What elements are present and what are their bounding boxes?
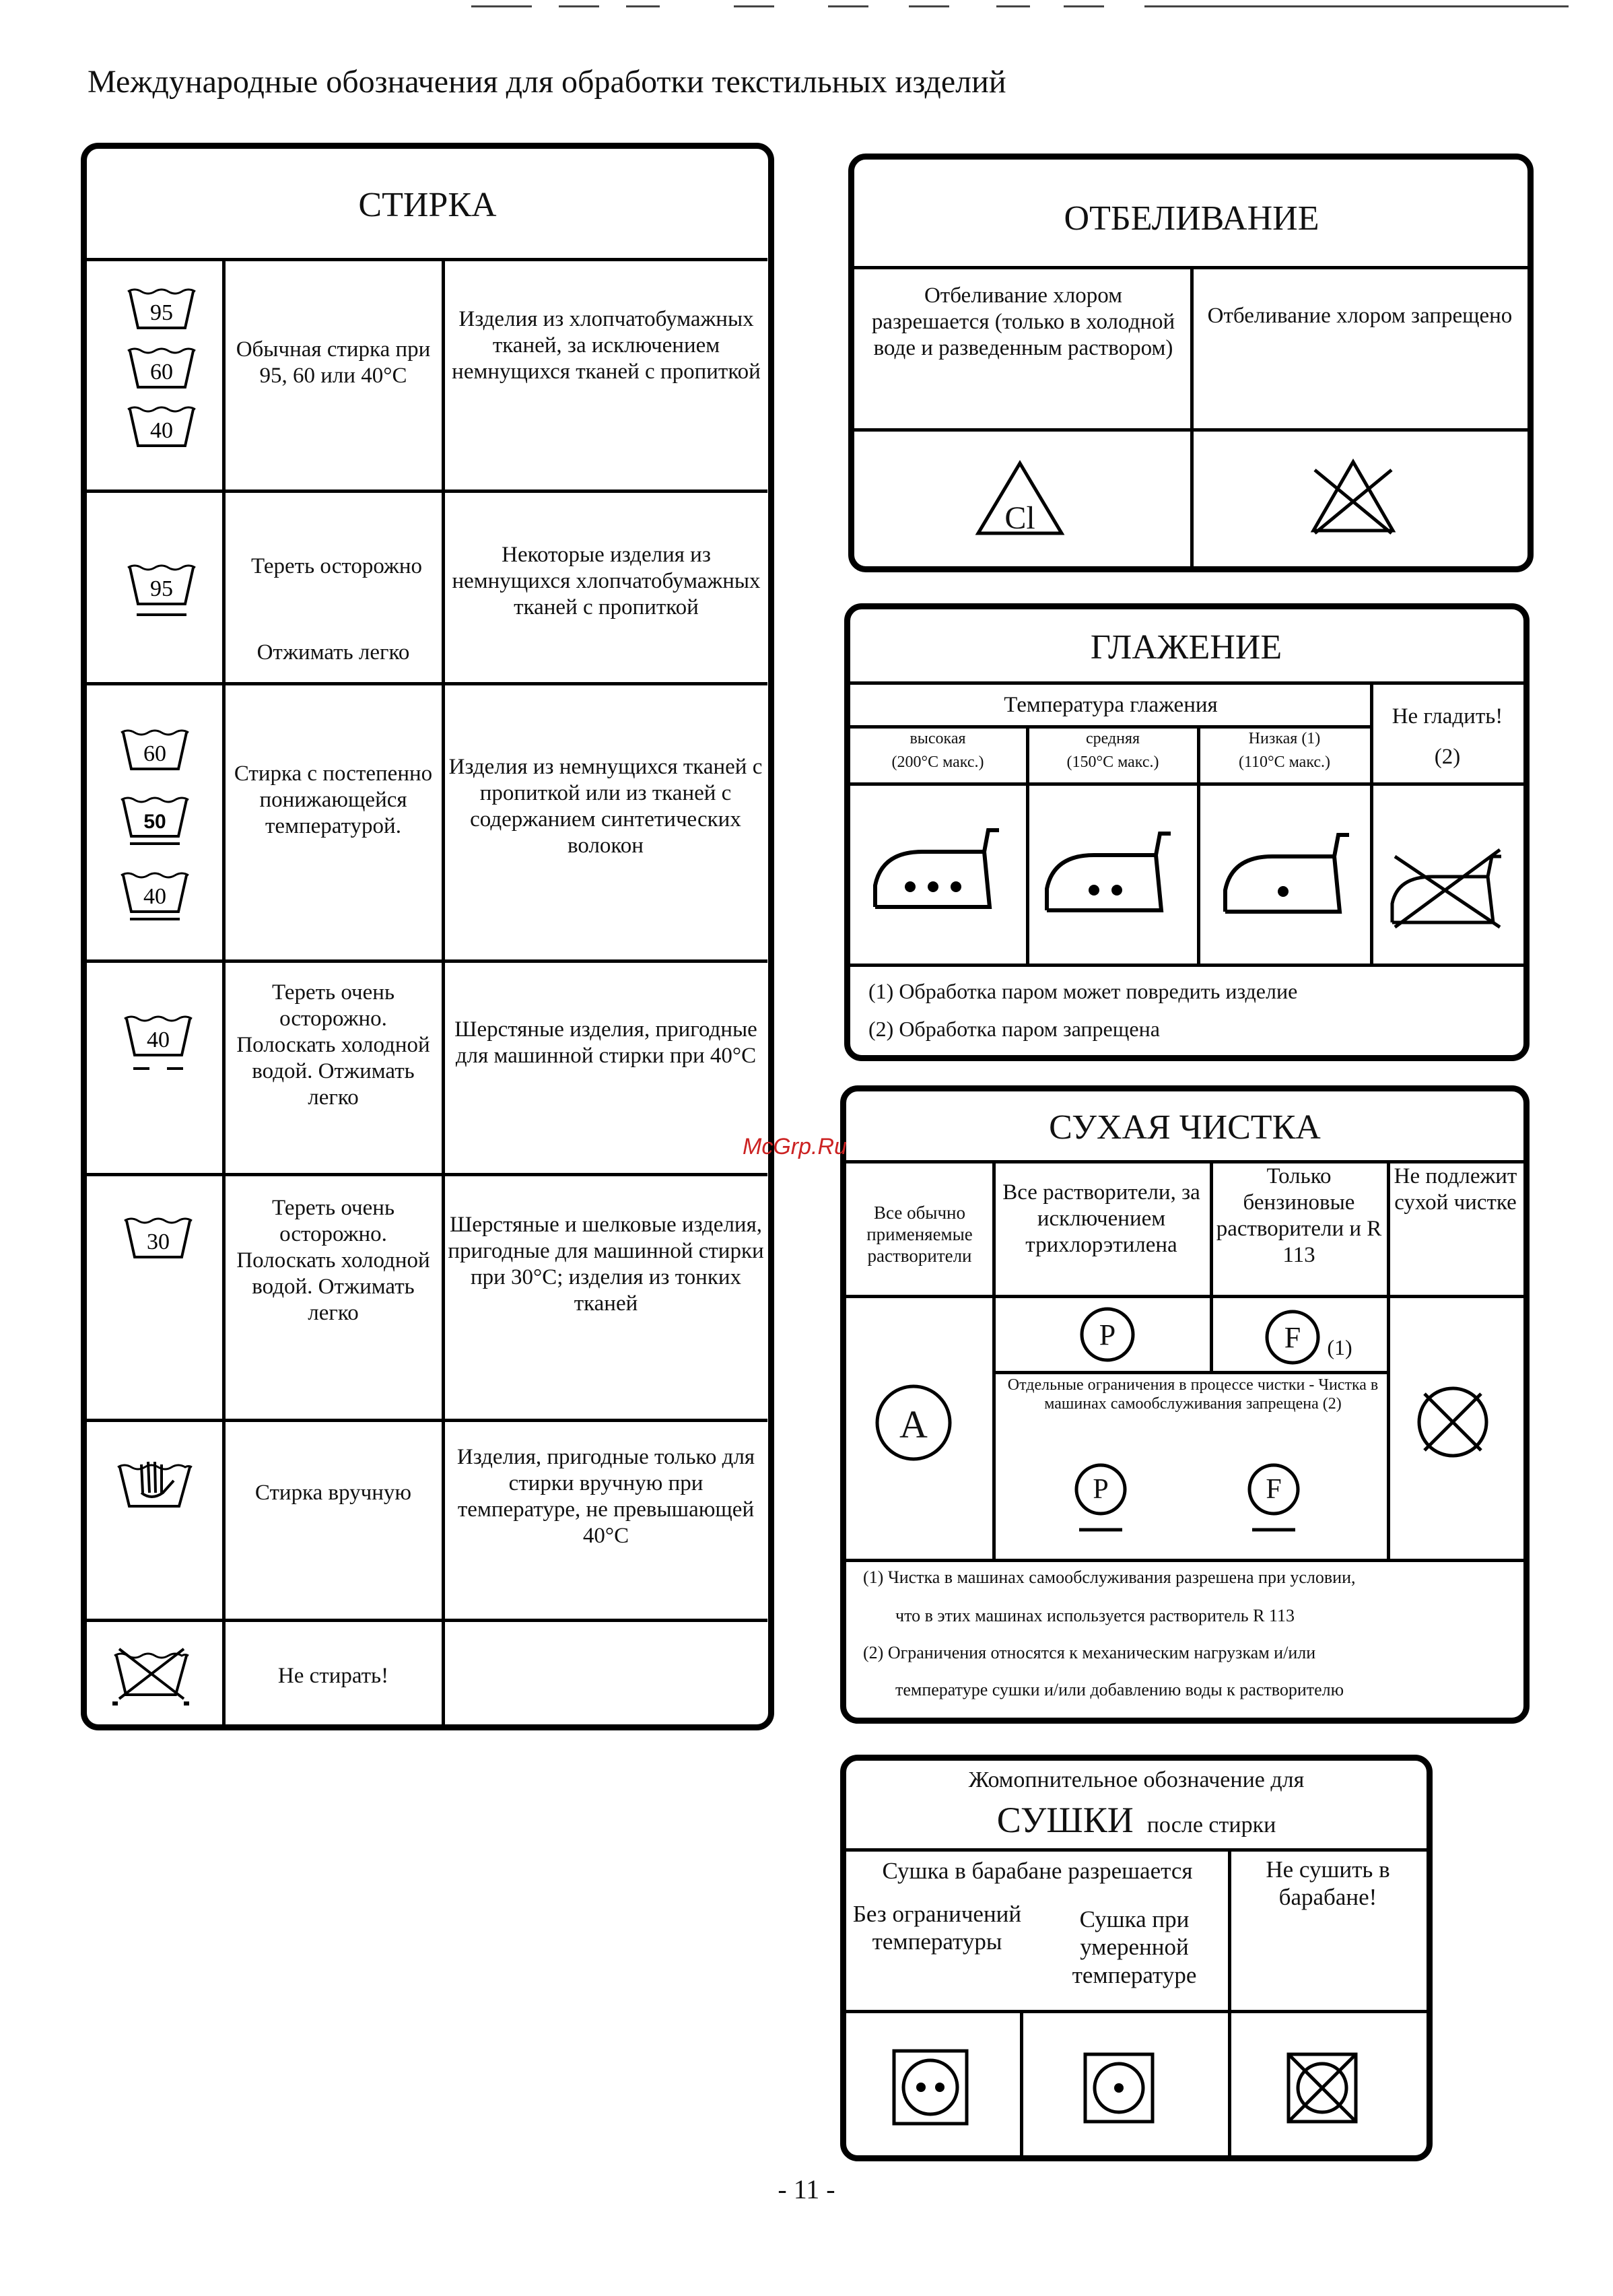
dry-col3-header: Только бензиновые растворители и R 113: [1216, 1164, 1382, 1267]
svg-text:30: 30: [147, 1229, 170, 1254]
iron-level-low-name: Низкая (1): [1248, 730, 1321, 747]
dry-clean-f-restricted-letter: F: [1266, 1474, 1282, 1505]
dry-note-2b: температуре сушки и/или добавлению воды к растворителю: [895, 1680, 1344, 1699]
wash-fabric-1: Изделия из хлопчатобумажных тканей, за исключением немнущихся тканей с пропиткой: [452, 307, 761, 384]
iron-level-low-temp: (110°C макс.): [1238, 753, 1331, 771]
wash-instruction-7: Не стирать!: [277, 1664, 389, 1688]
no-tumble-dry-icon: [1284, 2050, 1360, 2126]
wash-instruction-6: Стирка вручную: [254, 1481, 412, 1505]
dry-clean-f-letter: F: [1284, 1321, 1301, 1354]
tumble-dry-high-icon: [890, 2047, 971, 2128]
ironing-title: ГЛАЖЕНИЕ: [1090, 628, 1282, 667]
iron-medium-icon: [1040, 828, 1175, 922]
drying-forbidden-header: Не сушить в барабане!: [1266, 1856, 1390, 1911]
wash-60-icon: [125, 345, 199, 393]
svg-text:40: 40: [143, 884, 166, 909]
svg-text:40: 40: [150, 418, 173, 443]
drying-allowed-header: Сушка в барабане разрешается: [882, 1858, 1193, 1884]
dry-restriction-text: Отдельные ограничения в процессе чистки - Чистка в машинах самообслуживания запрещена (2): [1007, 1376, 1379, 1413]
ironing-temp-header: Температура глажения: [1004, 693, 1218, 717]
dry-col4-header: Не подлежит сухой чистке: [1394, 1164, 1517, 1215]
wash-95-icon: [125, 286, 199, 333]
iron-level-medium-temp: (150°C макс.): [1066, 753, 1159, 771]
dry-note-2a: (2) Ограничения относятся к механическим нагрузкам и/или: [863, 1643, 1316, 1662]
page-number: - 11 -: [778, 2174, 835, 2204]
no-bleach-icon: [1303, 452, 1404, 540]
wash-instruction-2a: Тереть осторожно: [250, 554, 422, 578]
wash-fabric-2: Некоторые изделия из немнущихся хлопчатобумажных тканей с пропиткой: [452, 543, 761, 619]
svg-text:60: 60: [143, 741, 166, 766]
ironing-no-iron-note: (2): [1434, 745, 1461, 769]
no-iron-icon: [1385, 843, 1507, 931]
ironing-no-iron-label: Не гладить!: [1392, 704, 1503, 729]
svg-text:95: 95: [150, 300, 173, 325]
hand-wash-icon: [114, 1458, 195, 1512]
wash-40-icon: [118, 870, 192, 924]
dry-col2-header: Все растворители, за исключением трихлорэтилена: [1002, 1180, 1200, 1257]
dry-clean-p-restricted-letter: P: [1093, 1474, 1109, 1505]
iron-low-icon: [1219, 830, 1353, 924]
dry-clean-f-note: (1): [1327, 1335, 1352, 1359]
dry-clean-a-letter: A: [899, 1403, 928, 1446]
wash-40-icon: [125, 404, 199, 451]
bleaching-title: ОТБЕЛИВАНИЕ: [1064, 199, 1319, 238]
dry-note-1b: что в этих машинах используется растворитель R 113: [895, 1606, 1295, 1625]
wash-instruction-3: Стирка с постепенно понижающейся температурой.: [234, 762, 433, 838]
ironing-note-1: (1) Обработка паром может повредить изделие: [868, 979, 1298, 1003]
svg-text:50: 50: [143, 811, 166, 833]
dry-clean-p-letter: P: [1099, 1318, 1116, 1351]
no-dry-clean-icon: [1411, 1380, 1495, 1464]
tumble-dry-medium-icon: [1081, 2050, 1157, 2126]
wash-30-icon: [121, 1215, 195, 1262]
svg-text:40: 40: [147, 1027, 170, 1052]
wash-60-icon: [118, 727, 192, 774]
drying-title-line: [846, 1799, 1427, 1841]
iron-level-high-temp: (200°C макс.): [891, 753, 984, 771]
bleach-forbidden-text: Отбеливание хлором запрещено: [1207, 304, 1513, 328]
wash-fabric-3: Изделия из немнущихся тканей с пропиткой или из тканей с содержанием синтетических волокон: [448, 755, 763, 858]
ironing-note-2: (2) Обработка паром запрещена: [868, 1017, 1160, 1041]
wash-instruction-2b: Отжимать легко: [256, 640, 410, 665]
wash-instruction-4: Тереть очень осторожно. Полоскать холодной водой. Отжимать легко: [236, 980, 430, 1110]
wash-fabric-5: Шерстяные и шелковые изделия, пригодные для машинной стирки при 30°C; изделия из тонких тканей: [448, 1213, 764, 1316]
wash-instruction-1: Обычная стирка при 95, 60 или 40°C: [236, 337, 431, 388]
wash-fabric-4: Шерстяные изделия, пригодные для машинной стирки при 40°C: [454, 1017, 757, 1068]
bleach-allowed-text: Отбеливание хлором разрешается (только в холодной воде и разведенным раствором): [871, 283, 1175, 360]
washing-title: СТИРКА: [358, 186, 497, 224]
dry-note-1a: (1) Чистка в машинах самообслуживания разрешена при условии,: [863, 1567, 1356, 1587]
dry-col1-header: Все обычно применяемые растворители: [866, 1203, 973, 1266]
dry-cleaning-title: СУХАЯ ЧИСТКА: [1049, 1108, 1321, 1147]
drying-title-suffix: после стирки: [1146, 1813, 1276, 1837]
iron-high-icon: [868, 825, 1003, 919]
wash-95-gentle-icon: [125, 562, 199, 623]
bleach-cl-label: Cl: [1004, 500, 1035, 536]
drying-subtitle: Жомопнительное обозначение для: [968, 1767, 1305, 1792]
iron-level-medium-name: средняя: [1085, 730, 1140, 747]
svg-text:60: 60: [150, 360, 173, 384]
svg-text:95: 95: [150, 576, 173, 601]
drying-moderate: Сушка при умеренной температуре: [1072, 1906, 1197, 1988]
watermark: McGrp.Ru: [743, 1134, 847, 1159]
page-title: Международные обозначения для обработки текстильных изделий: [88, 64, 1006, 100]
drying-no-limit: Без ограничений температуры: [852, 1901, 1022, 1955]
iron-level-high-name: высокая: [910, 730, 966, 747]
no-wash-icon: [111, 1646, 192, 1707]
wash-40-very-gentle-icon: [121, 1013, 195, 1081]
wash-instruction-5: Тереть очень осторожно. Полоскать холодной водой. Отжимать легко: [236, 1196, 430, 1325]
wash-50-icon: [118, 795, 192, 848]
wash-fabric-6: Изделия, пригодные только для стирки вручную при температуре, не превышающей 40°C: [456, 1445, 755, 1548]
drying-title: СУШКИ: [996, 1800, 1134, 1840]
